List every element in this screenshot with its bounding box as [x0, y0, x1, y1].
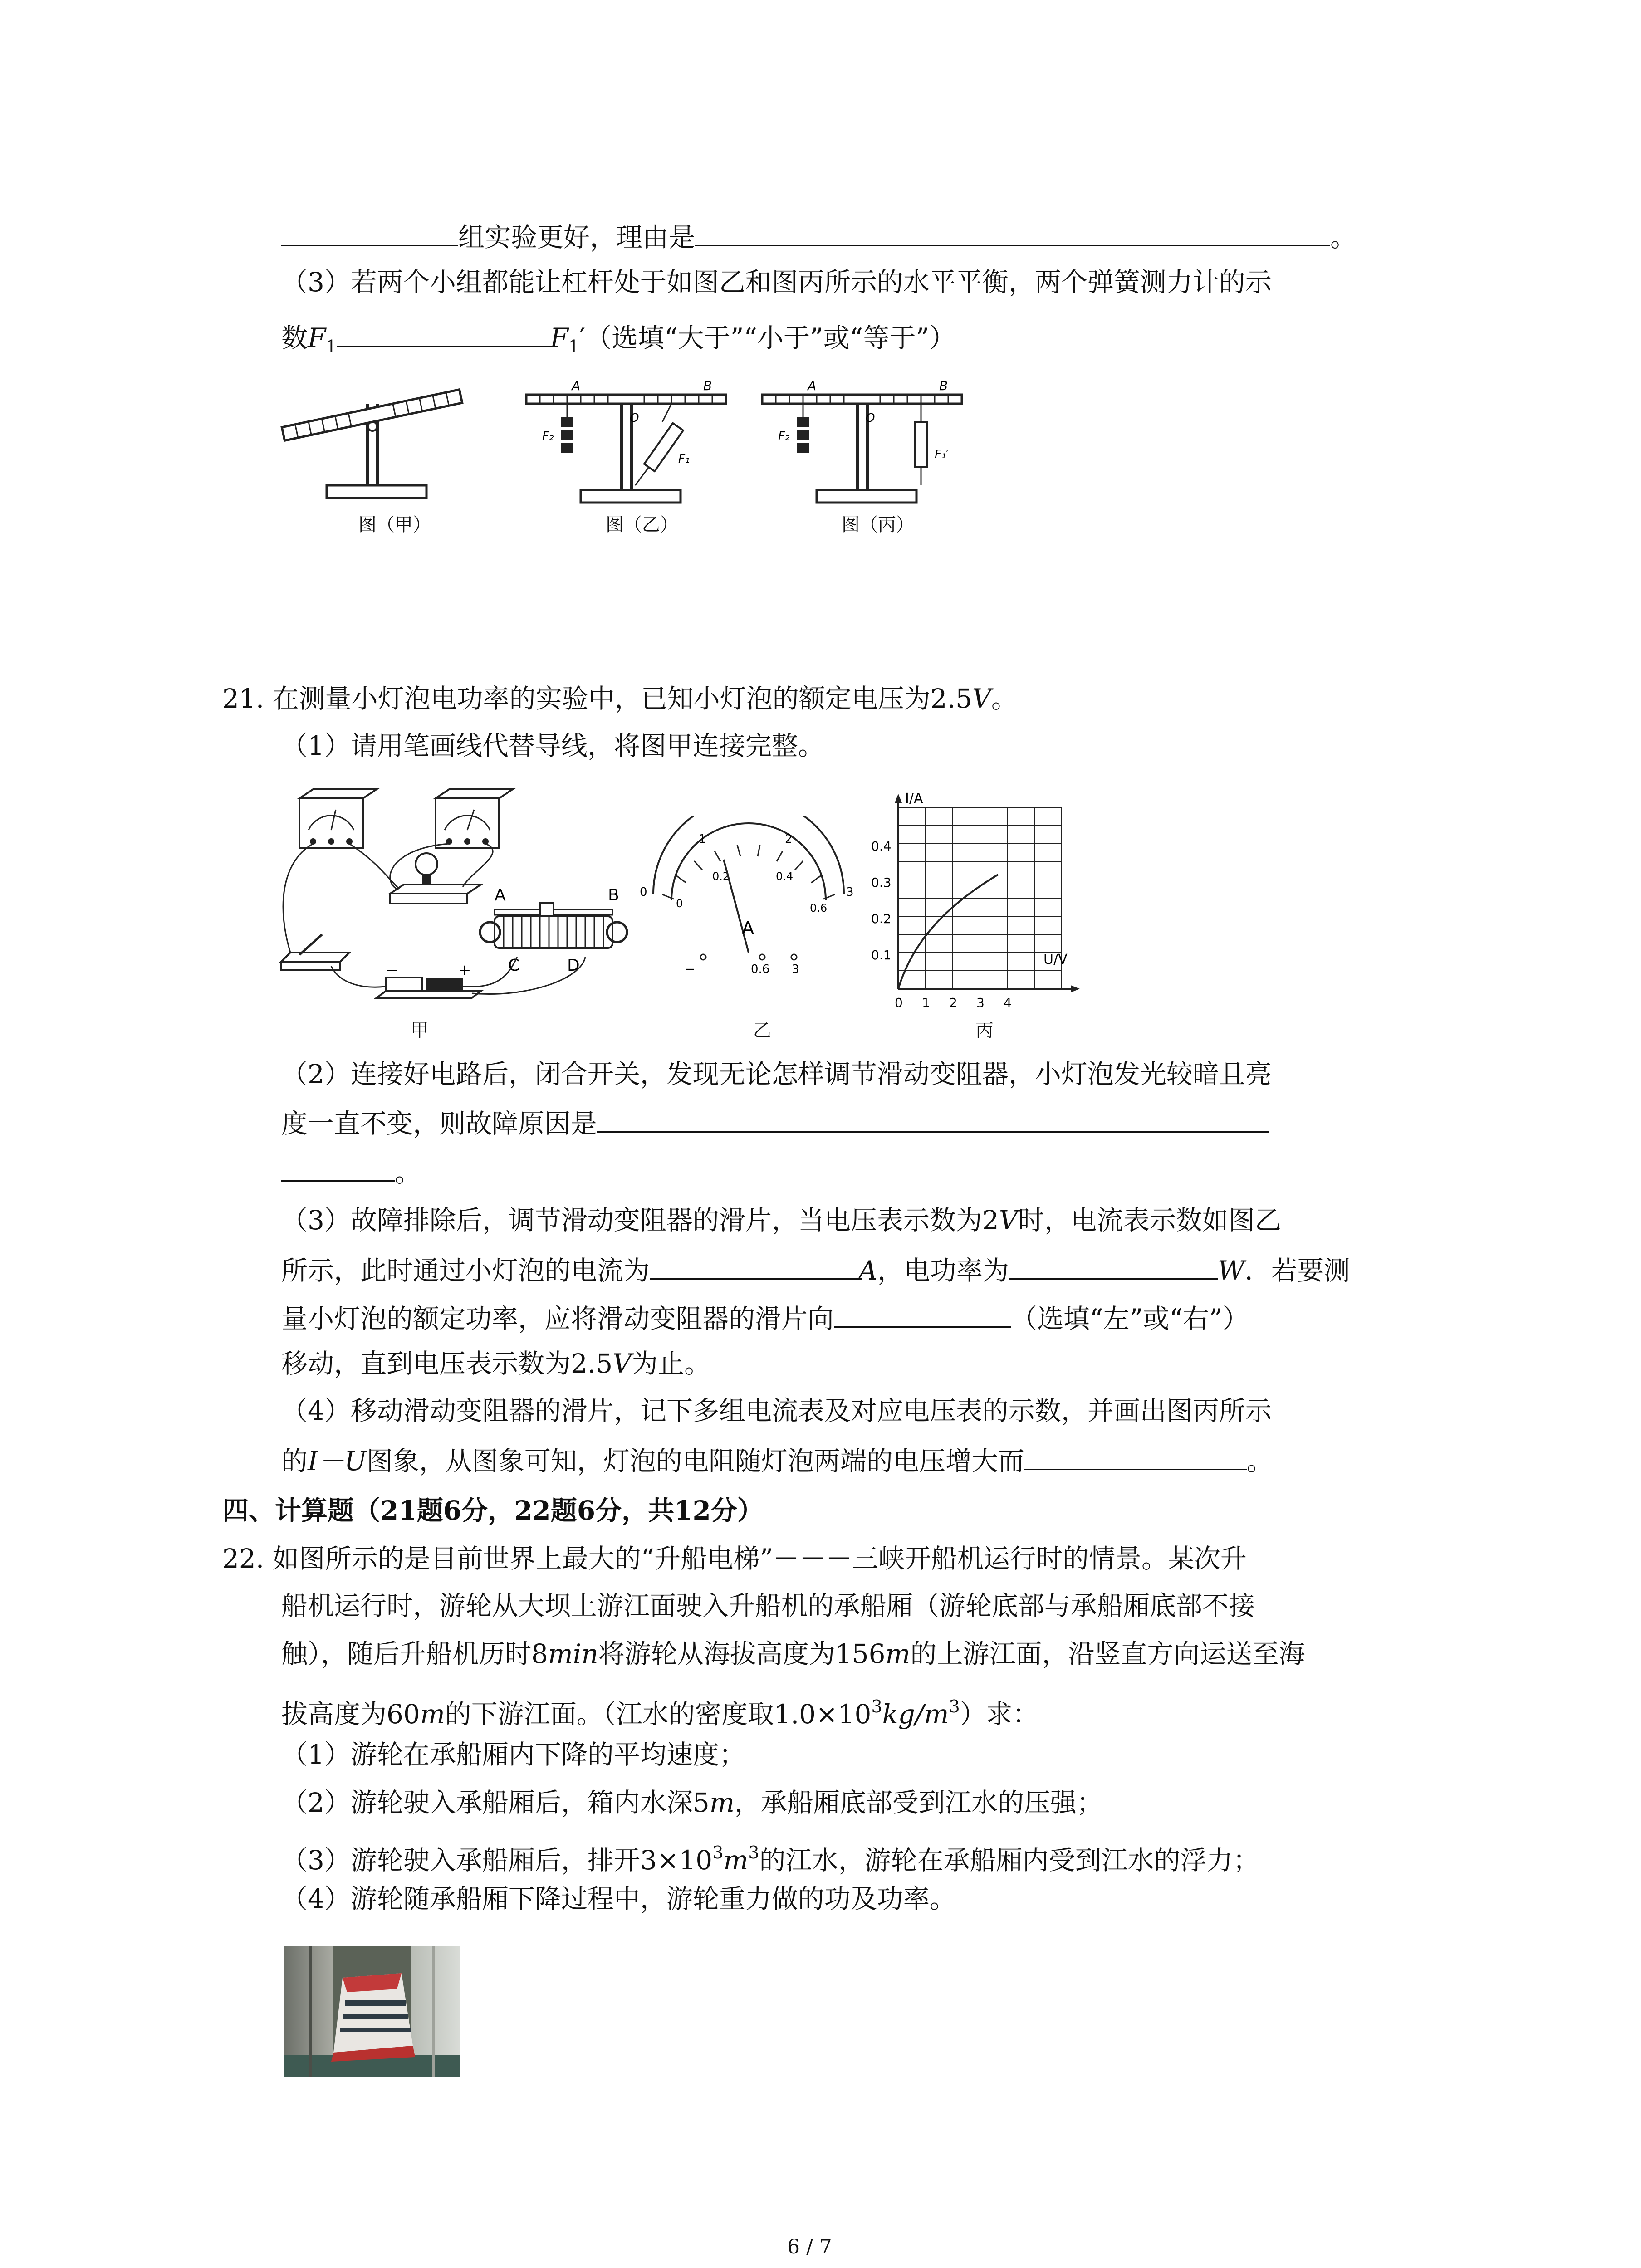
voltmeter-device [436, 789, 513, 848]
label-A: A [808, 378, 817, 393]
unit-label: A [742, 918, 754, 939]
lever-figure-jia [282, 390, 462, 498]
answer-blank[interactable] [834, 1298, 1011, 1328]
q21-part3-line4: 移动，直到电压表示数为2.5V为止。 [281, 1348, 711, 1379]
label-F1p: F₁′ [935, 448, 949, 461]
ammeter-device [299, 789, 377, 848]
q22-part4: （4）游轮随承船厢下降过程中，游轮重力做的功及功率。 [281, 1883, 956, 1914]
tick-top-2: 2 [785, 832, 793, 846]
ammeter-dial-figure [631, 816, 867, 989]
q21-part4-line2: 的I－U图象，从图象可知，灯泡的电阻随灯泡两端的电压增大而 。 [281, 1441, 1273, 1479]
tick-bottom-3: 0.6 [810, 902, 828, 914]
q21-part3-line1: （3）故障排除后，调节滑动变阻器的滑片，当电压表示数为2V时，电流表示数如图乙 [281, 1205, 1281, 1236]
tick-bottom-1: 0.2 [712, 870, 730, 883]
answer-blank[interactable] [1009, 1250, 1218, 1280]
y-tick: 0.2 [871, 911, 892, 926]
answer-blank[interactable] [1024, 1441, 1247, 1470]
q21-part1: （1）请用笔画线代替导线，将图甲连接完整。 [281, 730, 824, 761]
fig-caption-yi: 图（乙） [606, 514, 678, 535]
q21-part2-line3: 。 [281, 1152, 421, 1191]
q20-part3-line1: （3）若两个小组都能让杠杆处于如图乙和图丙所示的水平平衡，两个弹簧测力计的示 [281, 267, 1272, 298]
q22-stem-line4: 拔高度为60m的下游江面。（江水的密度取$1.0\times 10^3kg/m^3$）求： [281, 1696, 1039, 1730]
ship-lift-photo [284, 1946, 460, 2077]
label-F1: F₁ [678, 452, 690, 466]
switch-device [281, 934, 349, 970]
x-tick: 2 [949, 995, 957, 1010]
y-axis-label: I/A [905, 791, 923, 807]
label-B: B [608, 886, 619, 904]
page-number: 6 / 7 [787, 2235, 832, 2258]
x-tick: 3 [976, 995, 985, 1010]
q21-part3-line2: 所示，此时通过小灯泡的电流为 A，电功率为 W．若要测 [281, 1250, 1350, 1289]
iu-graph [862, 780, 1098, 1016]
label-O: O [630, 411, 639, 425]
tick-bottom-2: 0.4 [776, 870, 794, 883]
label-F2: F₂ [542, 430, 554, 443]
label-plus: + [458, 961, 471, 979]
q21-part3-line3: 量小灯泡的额定功率，应将滑动变阻器的滑片向 （选填“左”或“右”） [281, 1298, 1249, 1337]
fig-caption-yi: 乙 [753, 1020, 771, 1041]
rheostat-device [480, 886, 627, 975]
q22-part1: （1）游轮在承船厢内下降的平均速度； [281, 1739, 745, 1770]
circuit-figure [272, 771, 649, 1016]
answer-blank[interactable] [597, 1103, 1269, 1133]
battery-device [377, 961, 481, 998]
label-B: B [939, 378, 948, 393]
y-tick: 0.4 [871, 839, 892, 854]
label-B: B [703, 378, 712, 393]
x-tick: 0 [895, 995, 903, 1010]
section-heading: 四、计算题（21题6分，22题6分，共12分） [222, 1495, 764, 1526]
answer-blank[interactable] [695, 217, 1330, 246]
q20-line1: 组实验更好，理由是 。 [281, 217, 1357, 255]
answer-blank[interactable] [337, 318, 550, 347]
q21-stem: 21. 在测量小灯泡电功率的实验中，已知小灯泡的额定电压为2.5V。 [222, 683, 1018, 714]
y-tick: 0.1 [871, 948, 892, 963]
fig-caption-bing: 丙 [975, 1020, 994, 1041]
answer-blank[interactable] [281, 1152, 395, 1182]
label-A: A [495, 886, 506, 904]
tick-top-0: 0 [640, 885, 647, 899]
x-axis-label: U/V [1043, 952, 1068, 968]
q21-part2-line1: （2）连接好电路后，闭合开关，发现无论怎样调节滑动变阻器，小灯泡发光较暗且亮 [281, 1059, 1272, 1090]
q20-part3-line2: 数$F_1$ $F_1'$（选填“大于”“小于”或“等于”） [281, 318, 955, 365]
label-F2: F₂ [778, 430, 790, 443]
fig-caption-jia: 甲 [411, 1020, 429, 1041]
x-tick: 1 [922, 995, 930, 1010]
label-O: O [866, 411, 875, 425]
label-A: A [572, 378, 581, 393]
fig-caption-bing: 图（丙） [842, 514, 914, 535]
q22-stem-line2: 船机运行时，游轮从大坝上游江面驶入升船机的承船厢（游轮底部与承船厢底部不接 [281, 1590, 1255, 1621]
bulb-device [390, 853, 481, 904]
lever-figure-bing [762, 378, 962, 503]
x-tick: 4 [1004, 995, 1012, 1010]
label-D: D [567, 956, 580, 975]
answer-blank[interactable] [650, 1250, 858, 1280]
tick-top-3: 3 [846, 885, 854, 899]
label-minus: − [386, 961, 399, 979]
q21-part4-line1: （4）移动滑动变阻器的滑片，记下多组电流表及对应电压表的示数，并画出图丙所示 [281, 1395, 1272, 1426]
q22-part3: （3）游轮驶入承船厢后，排开$3\times 10^3m^3$的江水，游轮在承船厢内受到江水的浮力； [281, 1843, 1259, 1876]
q21-part2-line2: 度一直不变，则故障原因是 [281, 1103, 1269, 1142]
label-C: C [508, 956, 520, 975]
answer-blank[interactable] [281, 217, 458, 246]
y-tick: 0.3 [871, 875, 892, 890]
q22-stem-line3: 触），随后升船机历时8min将游轮从海拔高度为156m的上游江面，沿竖直方向运送至海 [281, 1638, 1305, 1669]
terminal-06: 0.6 [751, 963, 770, 976]
terminal-minus: − [685, 963, 695, 976]
lever-figure-yi [526, 378, 726, 503]
tick-top-1: 1 [699, 832, 706, 846]
tick-bottom-0: 0 [676, 897, 683, 910]
fig-caption-jia: 图（甲） [358, 514, 431, 535]
q22-stem-line1: 22. 如图所示的是目前世界上最大的“升船电梯”－－－三峡开船机运行时的情景。某次升 [222, 1543, 1247, 1574]
q22-part2: （2）游轮驶入承船厢后，箱内水深5m，承船厢底部受到江水的压强； [281, 1787, 1103, 1818]
terminal-3: 3 [792, 963, 799, 976]
